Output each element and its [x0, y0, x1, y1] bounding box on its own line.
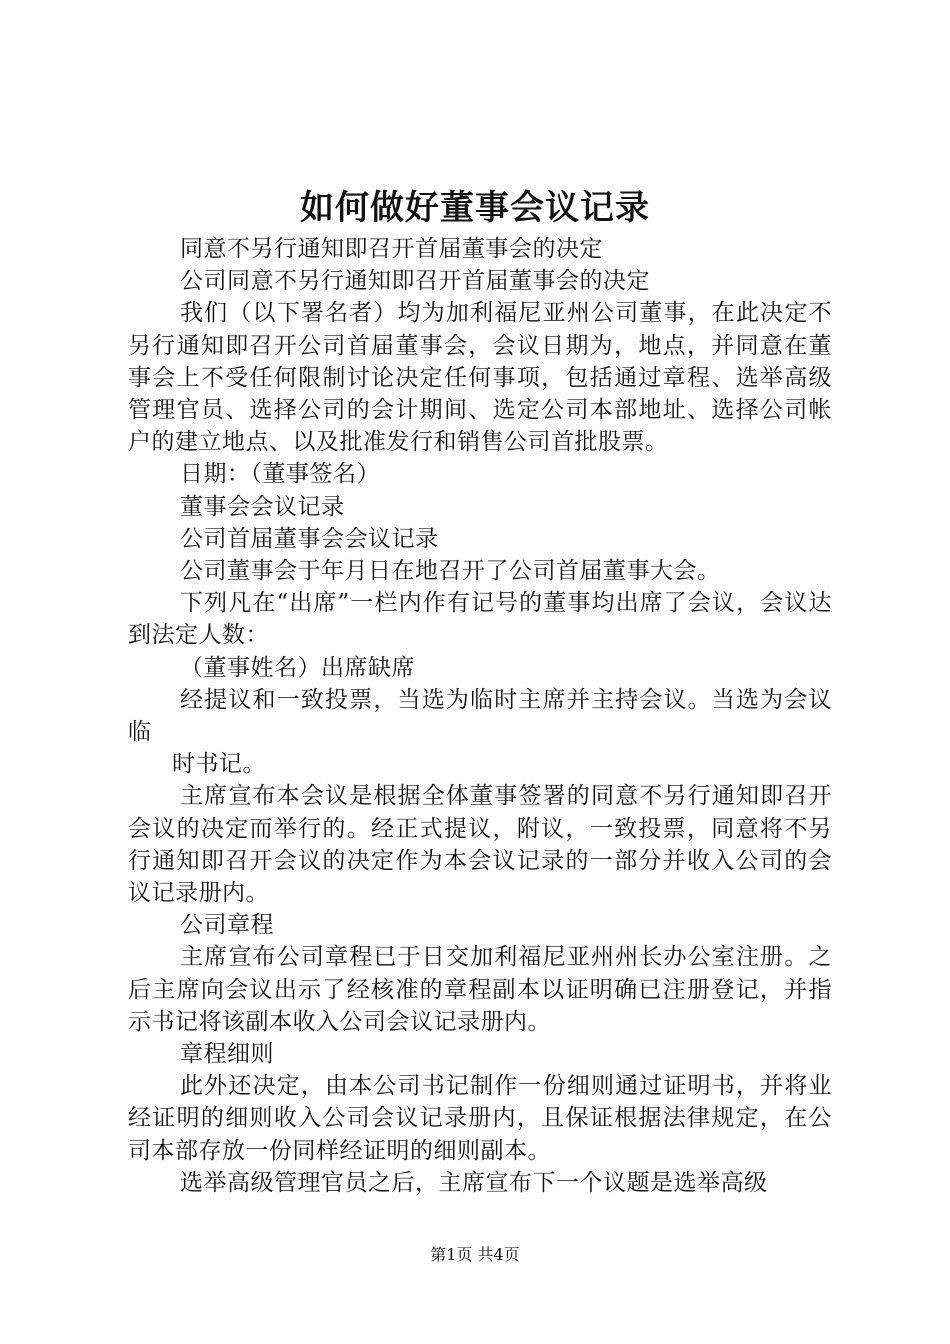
paragraph: 我们（以下署名者）均为加利福尼亚州公司董事，在此决定不另行通知即召开公司首届董事会，会议日期为，地点，并同意在董事会上不受任何限制讨论决定任何事项，包括通过章程、选举高级管理官员、选择公司的会计期间、选定公司本部地址、选择公司帐户的建立地点、以及批准发行和销售公司首批股票。	[128, 300, 832, 456]
paragraph: 时书记。	[172, 751, 266, 778]
paragraph: 主席宣布本会议是根据全体董事签署的同意不另行通知即召开会议的决定而举行的。经正式提议，附议，一致投票，同意将不另行通知即召开会议的决定作为本会议记录的一部分并收入公司的会议记录册内。	[128, 783, 832, 907]
paragraph: （董事姓名）出席缺席	[180, 654, 415, 681]
paragraph: 日期：（董事签名）	[180, 461, 380, 488]
paragraph: 公司董事会于年月日在地召开了公司首届董事大会。	[180, 558, 721, 585]
document-body	[128, 233, 832, 1199]
paragraph: 公司同意不另行通知即召开首届董事会的决定	[180, 268, 650, 295]
paragraph: 此外还决定，由本公司书记制作一份细则通过证明书，并将业经证明的细则收入公司会议记录册内，且保证根据法律规定，在公司本部存放一份同样经证明的细则副本。	[128, 1073, 832, 1164]
paragraph: 董事会会议记录	[180, 493, 345, 520]
page-footer: 第1页 共4页	[430, 1245, 520, 1264]
paragraph: 公司首届董事会会议记录	[180, 525, 439, 552]
paragraph: 同意不另行通知即召开首届董事会的决定	[180, 236, 603, 262]
document-title: 如何做好董事会议记录	[300, 188, 650, 228]
paragraph: 经提议和一致投票，当选为临时主席并主持会议。当选为会议临	[128, 686, 832, 746]
paragraph: 主席宣布公司章程已于日交加利福尼亚州州长办公室注册。之后主席向会议出示了经核准的章程副本以证明确已注册登记，并指示书记将该副本收入公司会议记录册内。	[128, 944, 832, 1035]
paragraph: 选举高级管理官员之后，主席宣布下一个议题是选举高级	[180, 1169, 768, 1196]
paragraph: 章程细则	[180, 1041, 274, 1068]
paragraph: 下列凡在“出席”一栏内作有记号的董事均出席了会议，会议达到法定人数：	[128, 590, 832, 649]
paragraph: 公司章程	[180, 912, 274, 939]
